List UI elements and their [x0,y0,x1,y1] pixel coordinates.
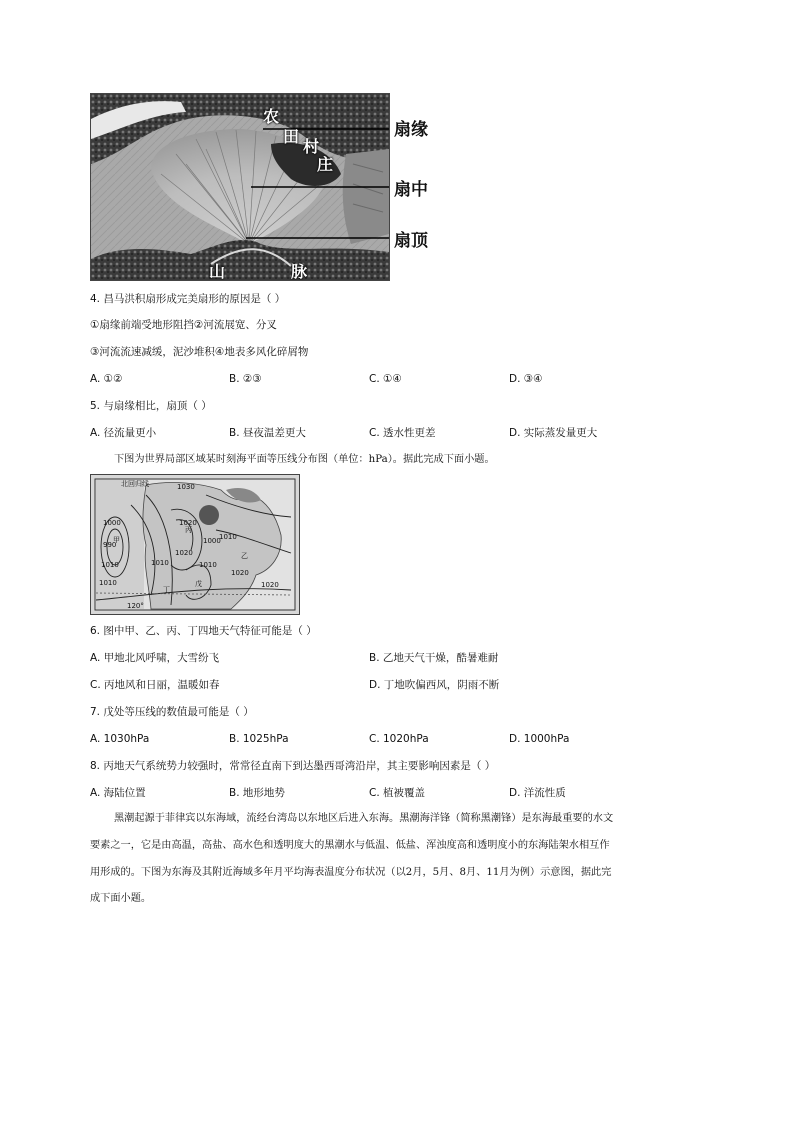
option-4b[interactable]: B. ②③ [229,373,262,385]
map-label-tropic: 北回归线 [121,480,149,488]
option-8c[interactable]: C. 植被覆盖 [369,787,426,799]
option-5b[interactable]: B. 昼夜温差更大 [229,427,306,439]
alluvial-fan-photo [91,94,389,280]
question-text: 图中甲、乙、丙、丁四地天气特征可能是（ ） [103,625,317,637]
map-label-yi: 乙 [241,552,248,560]
map-label-isobar: 1030 [177,483,195,491]
question-number: 8. [90,760,101,772]
question-5-stem [90,399,212,413]
option-4c[interactable]: C. ①④ [369,373,402,385]
question-text: 戊处等压线的数值最可能是（ ） [103,706,254,718]
question-number: 7. [90,706,101,718]
option-6c[interactable]: C. 丙地风和日丽，温暖如春 [90,679,220,691]
question-4-statement-1: ①扇缘前端受地形阻挡②河流展宽、分叉 [90,319,277,331]
mountain-char-2: 脉 [291,262,308,281]
isobar-map-figure [90,474,300,615]
option-6d[interactable]: D. 丁地吹偏西风，阴雨不断 [369,679,500,691]
map-label-isobar: 1020 [261,581,279,589]
option-8a[interactable]: A. 海陆位置 [90,787,146,799]
passage-kuroshio-line-1: 黑潮起源于菲律宾以东海域，流经台湾岛以东地区后进入东海。黑潮海洋锋（简称黑潮锋）是东海最重要的水文 [114,813,614,824]
passage-kuroshio-line-3: 用形成的。下图为东海及其附近海域多年月平均海表温度分布状况（以2月，5月、8月、11月为例）示意图，据此完 [90,867,612,878]
question-number: 6. [90,625,101,637]
option-4d[interactable]: D. ③④ [509,373,543,385]
map-label-isobar: 1020 [179,519,197,527]
village-char-2: 庄 [317,155,334,174]
question-number: 5. [90,400,101,412]
label-fan-top: 扇顶 [394,231,428,251]
option-5a[interactable]: A. 径流量更小 [90,427,157,439]
label-fan-edge: 扇缘 [394,120,428,140]
map-label-jia: 甲 [113,536,120,544]
option-7a[interactable]: A. 1030hPa [90,733,150,745]
option-6a[interactable]: A. 甲地北风呼啸，大雪纷飞 [90,652,220,664]
option-8d[interactable]: D. 洋流性质 [509,787,566,799]
intro-isobar-map: 下图为世界局部区域某时刻海平面等压线分布图（单位：hPa）。据此完成下面小题。 [114,454,495,465]
question-text: 丙地天气系统势力较强时，常常径直南下到达墨西哥湾沿岸，其主要影响因素是（ ） [103,760,496,772]
map-label-isobar: 1000 [203,537,221,545]
question-8-stem [90,759,495,773]
map-label-isobar: 1020 [175,549,193,557]
question-number: 4. [90,293,101,305]
option-7b[interactable]: B. 1025hPa [229,733,289,745]
question-4-stem [90,292,285,306]
map-label-ding: 丁 [163,586,170,594]
question-6-stem [90,624,317,638]
option-7c[interactable]: C. 1020hPa [369,733,429,745]
map-label-isobar: 1010 [199,561,217,569]
map-label-isobar: 990 [103,541,117,549]
isobar-map [91,475,299,614]
passage-kuroshio-line-4: 成下面小题。 [90,893,152,904]
passage-kuroshio-line-2: 要素之一，它是由高温，高盐、高水色和透明度大的黑潮水与低温、低盐、浑浊度高和透明度小的东海陆架水相互作 [90,840,610,851]
alluvial-fan-figure [90,93,390,281]
map-label-isobar: 1010 [99,579,117,587]
question-4-statement-2: ③河流流速减缓，泥沙堆积④地表多风化碎屑物 [90,346,309,358]
option-5c[interactable]: C. 透水性更差 [369,427,436,439]
map-label-isobar: 1010 [151,559,169,567]
map-label-isobar: 1010 [219,533,237,541]
option-8b[interactable]: B. 地形地势 [229,787,285,799]
map-label-isobar: 1000 [103,519,121,527]
farmland-char-1: 农 [263,107,280,126]
mountain-char-1: 山 [209,262,226,281]
option-7d[interactable]: D. 1000hPa [509,733,570,745]
option-4a[interactable]: A. ①② [90,373,123,385]
option-6b[interactable]: B. 乙地天气干燥，酷暑难耐 [369,652,499,664]
question-text: 昌马洪积扇形成完美扇形的原因是（ ） [103,293,286,305]
question-text: 与扇缘相比，扇顶（ ） [103,400,212,412]
map-label-isobar: 1020 [231,569,249,577]
farmland-char-2: 田 [283,127,300,146]
map-label-wu: 戊 [195,580,202,588]
map-label-bing: 丙 [185,526,192,534]
label-fan-middle: 扇中 [394,180,428,200]
map-label-isobar: 1010 [101,561,119,569]
map-label-longitude: 120° [127,602,144,610]
option-5d[interactable]: D. 实际蒸发量更大 [509,427,598,439]
village-char-1: 村 [303,137,320,156]
question-7-stem [90,705,254,719]
